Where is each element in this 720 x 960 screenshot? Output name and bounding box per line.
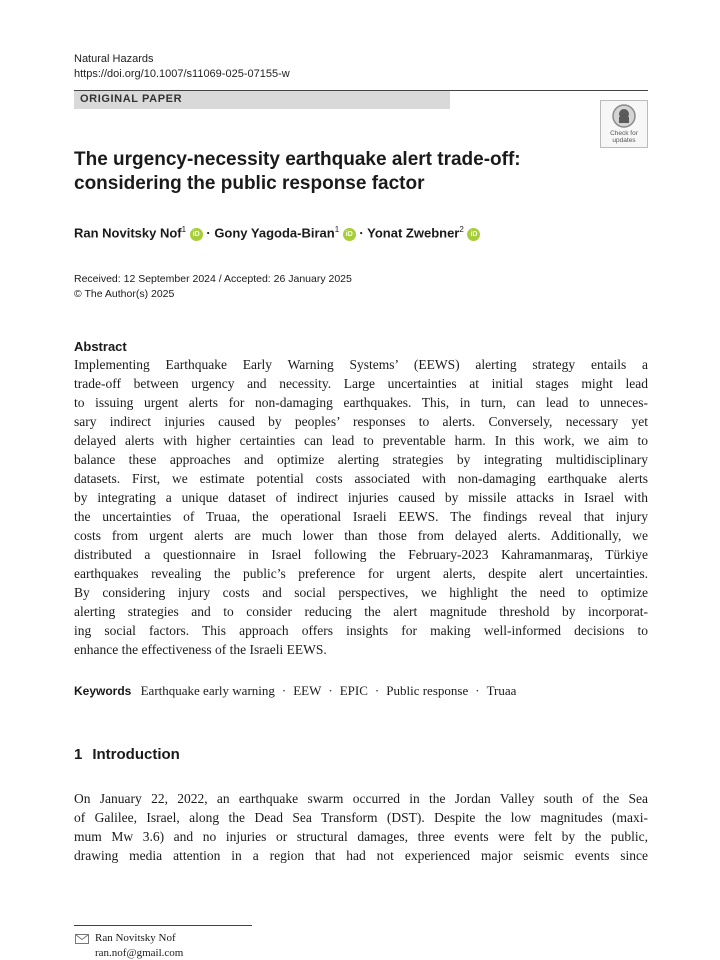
keyword-separator: · [281, 683, 287, 698]
abstract-line: sary indirect injuries caused by peoples’ responses to alerts. Conversely, necessary yet [74, 414, 648, 429]
paper-title-line1: The urgency-necessity earthquake alert trade-off: [74, 149, 521, 170]
journal-name: Natural Hazards [74, 53, 154, 65]
section-label: ORIGINAL PAPER [80, 93, 183, 105]
abstract-line: Implementing Earthquake Early Warning Systems’ (EEWS) alerting strategy entails a [74, 357, 648, 372]
keyword-item: EEW [293, 683, 322, 698]
doi-link[interactable]: https://doi.org/10.1007/s11069-025-07155-w [74, 68, 290, 80]
abstract-line: By considering injury costs and social perspectives, we highlight the need to optimize [74, 585, 648, 600]
abstract-body [74, 355, 648, 659]
author-name[interactable]: Gony Yagoda-Biran [214, 225, 335, 241]
check-for-updates-badge[interactable] [600, 100, 648, 148]
abstract-line: the uncertainties of Truaa, the operational Israeli EEWS. The findings reveal that injury [74, 509, 648, 524]
keyword-item: EPIC [339, 683, 368, 698]
orcid-icon[interactable]: iD [467, 228, 480, 241]
abstract-heading: Abstract [74, 339, 127, 354]
keyword-item: Truaa [486, 683, 517, 698]
author-separator: · [206, 225, 211, 241]
author-affiliation: 1 [181, 225, 187, 234]
abstract-line: distributed a questionnaire in Israel following the February-2023 Kahramanmaraş, Türkiye [74, 547, 648, 562]
check-badge-line2: updates [612, 137, 636, 144]
keyword-separator: · [328, 683, 333, 698]
abstract-line: trade-off between urgency and necessity. Large uncertainties at initial stages might lead [74, 376, 648, 391]
author-separator: · [359, 225, 364, 241]
keywords-label: Keywords [74, 684, 132, 698]
abstract-line: enhance the effectiveness of the Israeli EEWS. [74, 642, 327, 657]
intro-line: of Galilee, Israel, along the Dead Sea Transform (DST). Despite the low magnitudes (maxi- [74, 810, 648, 825]
author-list [74, 221, 480, 242]
abstract-line: ing social factors. This approach offers insights for making well-informed decisions to [74, 623, 648, 638]
author-affiliation: 1 [334, 225, 340, 234]
introduction-heading [74, 746, 180, 764]
author-name[interactable]: Yonat Zwebner [367, 225, 460, 241]
received-accepted-dates: Received: 12 September 2024 / Accepted: 26 January 2025 [74, 273, 352, 285]
orcid-icon[interactable]: iD [343, 228, 356, 241]
abstract-line: datasets. First, we estimate potential costs associated with non-damaging earthquake alerts [74, 471, 648, 486]
keyword-separator: · [475, 683, 480, 698]
author-name[interactable]: Ran Novitsky Nof [74, 225, 182, 241]
envelope-icon [75, 934, 89, 944]
abstract-line: balance these approaches and optimize alerting strategies by integrating multidisciplinary [74, 452, 648, 467]
corresponding-author-email[interactable]: ran.nof@gmail.com [95, 947, 184, 959]
footnote-rule [74, 925, 252, 926]
intro-line: On January 22, 2022, an earthquake swarm occurred in the Jordan Valley south of the Sea [74, 791, 648, 806]
paper-title-line2: considering the public response factor [74, 173, 425, 194]
corresponding-author-name: Ran Novitsky Nof [95, 932, 176, 944]
intro-line: drawing media attention in a region that had not experienced major seismic events since [74, 848, 648, 863]
abstract-line: costs from urgent alerts are much lower than those from delayed alerts. Additionally, we [74, 528, 648, 543]
section-title: Introduction [92, 746, 180, 763]
keyword-separator: · [374, 683, 380, 698]
abstract-line: alerting strategies and to consider reducing the alert magnitude threshold by incorporat- [74, 604, 648, 619]
keywords [74, 683, 516, 699]
section-number: 1 [74, 746, 83, 763]
copyright-notice: © The Author(s) 2025 [74, 288, 175, 300]
abstract-line: earthquakes revealing the public’s preference for urgent alerts, despite alert uncertainties. [74, 566, 648, 581]
keyword-item: Public response [386, 683, 469, 698]
abstract-line: by integrating a unique dataset of indirect injuries caused by missile attacks in Israel with [74, 490, 648, 505]
keyword-item: Earthquake early warning [140, 683, 275, 698]
check-for-updates-icon [612, 104, 636, 129]
orcid-icon[interactable]: iD [190, 228, 203, 241]
abstract-line: to issuing urgent alerts for non-damaging earthquakes. This, in turn, can lead to unneces- [74, 395, 648, 410]
check-badge-line1: Check for [610, 130, 638, 137]
section-label-bar [74, 91, 450, 109]
intro-line: mum Mw 3.6) and no injuries or structural damages, three events were felt by the public, [74, 829, 648, 844]
abstract-line: delayed alerts with higher certainties can lead to preventable harm. In this work, we aim to [74, 433, 648, 448]
introduction-body [74, 789, 648, 865]
author-affiliation: 2 [459, 225, 464, 234]
